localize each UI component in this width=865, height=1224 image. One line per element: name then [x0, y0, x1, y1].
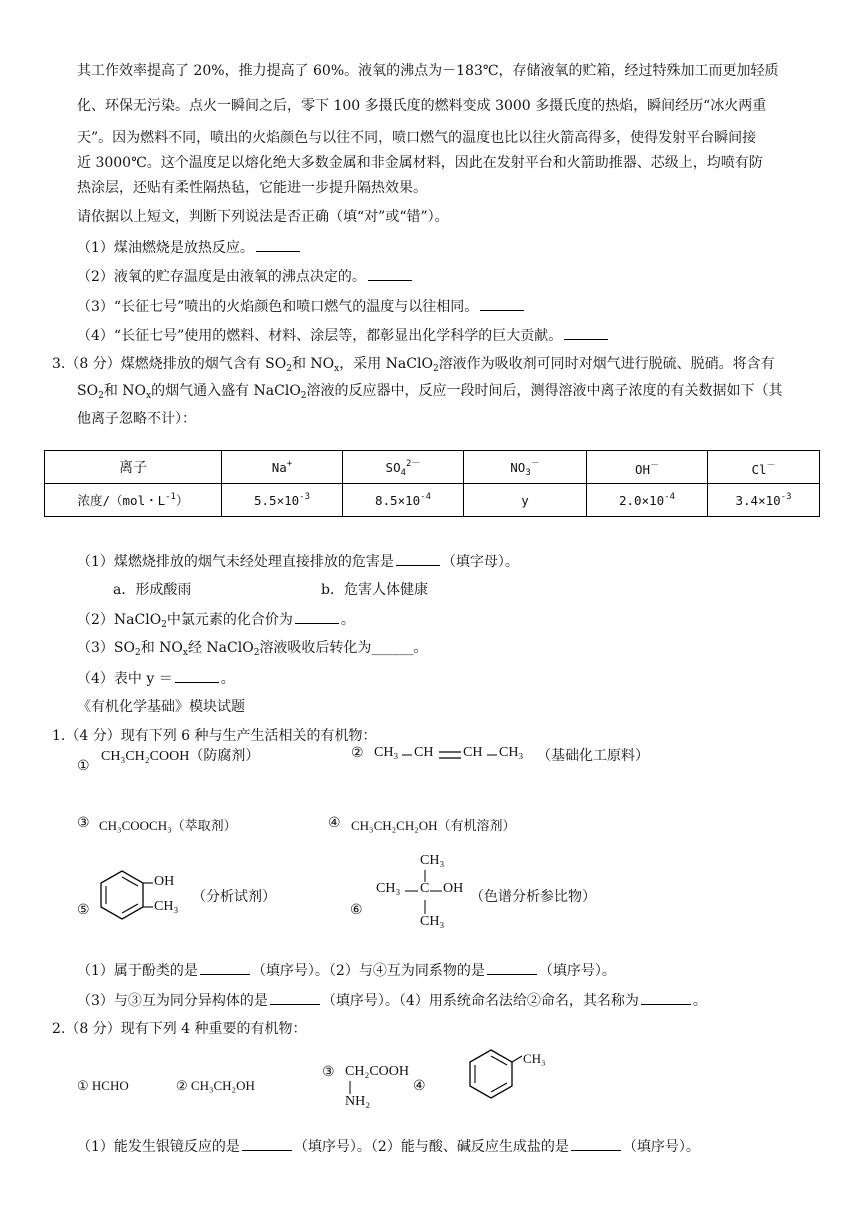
ion-symbol: OH — [634, 461, 651, 477]
subscript: 2 — [286, 364, 292, 374]
q3-sub-text: （填字母）。 — [441, 554, 519, 570]
cell-value: 2.0×10 — [619, 493, 665, 508]
organic-q1-head: 1.（4 分）现有下列 6 种与生产生活相关的有机物： — [52, 728, 377, 744]
compound-6-note: （色谱分析参比物） — [470, 890, 596, 905]
compound-6-bottom: CH₃ — [420, 914, 445, 929]
q3-text: ，采用 NaClO — [339, 356, 433, 372]
question-text: （3）与③互为同分异构体的是 — [77, 993, 268, 1009]
subscript: 2 — [432, 364, 439, 374]
q3-text: 的烟气通入盛有 NaClO — [151, 383, 301, 399]
superscript: － — [650, 460, 660, 471]
cell-value: 3.4×10 — [735, 493, 781, 508]
q3-sub-text: （4）表中 y ＝ — [77, 671, 173, 687]
question-text: （1）能发生银镜反应的是 — [77, 1139, 240, 1155]
question-text: （填序号）。 — [622, 1139, 700, 1155]
cell-value: y — [521, 492, 529, 508]
compound-4-formula: CH₃CH₂CH₂OH（有机溶剂） — [351, 818, 516, 833]
q3-text: 溶液的反应器中，反应一段时间后，测得溶液中离子浓度的有关数据如下（其 — [306, 383, 783, 399]
subscript: 2 — [161, 620, 167, 630]
compound-6-carbon: C — [420, 881, 430, 896]
compound-6-oh: OH — [443, 881, 464, 896]
subscript: 2 — [134, 648, 141, 658]
compound-d4-number: ④ — [413, 1079, 426, 1094]
compound-d1: ① HCHO — [77, 1078, 129, 1093]
subscript: x — [182, 648, 188, 658]
q3-text: 和 NO — [291, 356, 335, 372]
cell-value: 5.5×10 — [254, 493, 300, 508]
judge-item-3-text: （3）“长征七号”喷出的火焰颜色和喷口燃气的温度与以往相同。 — [77, 299, 479, 315]
organic-q2-sub-1 — [77, 1136, 700, 1157]
passage-line-4: 近 3000℃。这个温度足以熔化绝大多数金属和非金属材料，因此在发射平台和火箭助推器、芯级上，均喷有防 — [77, 155, 763, 171]
q3-text: SO — [77, 383, 99, 399]
q3-sub-text: 溶液吸收后转化为______。 — [259, 640, 428, 656]
passage-line-5: 热涂层，还贴有柔性隔热毡，它能进一步提升隔热效果。 — [77, 180, 427, 196]
ion-symbol: SO — [385, 460, 401, 475]
compound-3-number: ③ — [77, 816, 90, 831]
ion-symbol: Na — [271, 460, 287, 475]
superscript: -3 — [299, 492, 310, 502]
subscript: 2 — [300, 391, 307, 401]
question-text: （填序号）。（2）能与酸、碱反应生成盐的是 — [293, 1139, 569, 1155]
subscript: 4 — [400, 468, 407, 478]
compound-5-note: （分析试剂） — [192, 890, 276, 905]
question-text: （填序号）。（4）用系统命名法给②命名，其名称为 — [321, 993, 639, 1009]
organic-q2-head: 2.（8 分）现有下列 4 种重要的有机物： — [52, 1021, 307, 1037]
q3-sub-text: 。 — [220, 671, 235, 687]
superscript: － — [766, 460, 776, 471]
answer-blank[interactable] — [571, 1136, 621, 1151]
module-title: 《有机化学基础》模块试题 — [77, 699, 245, 715]
q3-sub-text: 和 NO — [140, 640, 183, 656]
subscript: 2 — [98, 391, 104, 401]
compound-5-ch3: CH₃ — [154, 899, 179, 914]
row-label: ） — [175, 493, 189, 508]
compound-2-note: （基础化工原料） — [537, 749, 649, 764]
compound-3-formula: CH₃COOCH₃（萃取剂） — [99, 818, 237, 833]
passage-line-1: 其工作效率提高了 20%，推力提高了 60%。液氧的沸点为－183℃，存储液氧的贮箱，经过特殊加工而更加轻质 — [77, 63, 779, 79]
q3-text: 3.（8 分）煤燃烧排放的烟气含有 SO — [52, 356, 287, 372]
passage-line-2: 化、环保无污染。点火一瞬间之后，零下 100 多摄氏度的燃料变成 3000 多摄氏度的热焰，瞬间经历“冰火两重 — [77, 98, 767, 114]
superscript: + — [286, 459, 293, 469]
subscript: 2 — [253, 648, 260, 658]
superscript: － — [530, 459, 540, 469]
ion-symbol: Cl — [751, 461, 767, 477]
option-b: b．危害人体健康 — [321, 582, 428, 598]
instruction-line: 请依据以上短文，判断下列说法是否正确（填“对”或“错”）。 — [77, 209, 449, 225]
superscript: 2－ — [406, 459, 421, 469]
compound-5-oh: OH — [154, 874, 175, 889]
compound-1-number: ① — [77, 759, 90, 774]
superscript: -4 — [420, 492, 431, 502]
cell-value: 8.5×10 — [375, 493, 421, 508]
judge-item-1-text: （1）煤油燃烧是放热反应。 — [77, 240, 254, 256]
judge-item-4-text: （4）“长征七号”使用的燃料、材料、涂层等，都彰显出化学科学的巨大贡献。 — [77, 328, 563, 344]
compound-6-left: CH₃ — [376, 881, 401, 896]
superscript: -3 — [780, 492, 792, 502]
question-text: （填序号）。（2）与④互为同系物的是 — [251, 963, 485, 979]
compound-4-number: ④ — [328, 816, 341, 831]
subscript: x — [334, 364, 340, 374]
option-a: a．形成酸雨 — [113, 582, 192, 598]
table-header-cell: 离子 — [45, 451, 222, 484]
compound-d3-nh2: NH₂ — [345, 1094, 371, 1109]
superscript: -1 — [165, 492, 176, 502]
ion-symbol: NO — [510, 460, 526, 475]
ring-outline — [470, 1050, 512, 1098]
q3-sub-text: （2）NaClO — [77, 612, 162, 628]
substituent-bond — [512, 1056, 522, 1062]
answer-blank[interactable] — [242, 1136, 292, 1151]
compound-6-number: ⑥ — [350, 903, 363, 918]
q3-sub-text: （1）煤燃烧排放的烟气未经处理直接排放的危害是 — [77, 554, 394, 570]
compound-d2: ② CH₃CH₂OH — [176, 1078, 255, 1093]
compound-d4-ch3: CH₃ — [523, 1051, 546, 1066]
compound-1-formula: CH₃CH₂COOH（防腐剂） — [101, 749, 260, 764]
passage-line-3: 天”。因为燃料不同，喷出的火焰颜色与以往不同，喷口燃气的温度也比以往火箭高得多，使得发射平台瞬间接 — [77, 130, 757, 146]
judge-item-2-text: （2）液氧的贮存温度是由液氧的沸点决定的。 — [77, 269, 366, 285]
compound-d3-formula: CH₂COOH — [345, 1064, 409, 1079]
q3-text: 和 NO — [103, 383, 146, 399]
compound-2-ch-1: CH — [414, 745, 434, 760]
superscript: -4 — [664, 492, 675, 502]
question-text: 。 — [692, 993, 707, 1009]
compound-2-ch-2: CH — [463, 745, 483, 760]
subscript: x — [146, 391, 152, 401]
row-label: 浓度/（mol・L — [77, 493, 166, 508]
compound-2-right: CH₃ — [499, 745, 524, 760]
q3-text: 溶液作为吸收剂可同时对烟气进行脱硫、脱硝。将含有 — [438, 356, 775, 372]
q3-intro-line-3: 他离子忽略不计）： — [77, 411, 196, 427]
compound-d3-number: ③ — [322, 1065, 335, 1080]
subscript: 3 — [525, 468, 531, 478]
q3-sub-text: （3）SO — [77, 640, 135, 656]
compound-2-left: CH₃ — [374, 745, 399, 760]
question-text: （1）属于酚类的是 — [77, 963, 198, 979]
q3-sub-text: 。 — [340, 612, 355, 628]
compound-6-top: CH₃ — [420, 853, 445, 868]
q3-sub-text: 中氯元素的化合价为 — [166, 612, 293, 628]
question-text: （填序号）。 — [538, 963, 616, 979]
compound-5-number: ⑤ — [77, 903, 90, 918]
compound-2-number: ② — [351, 746, 364, 761]
q3-sub-text: 经 NaClO — [187, 640, 254, 656]
